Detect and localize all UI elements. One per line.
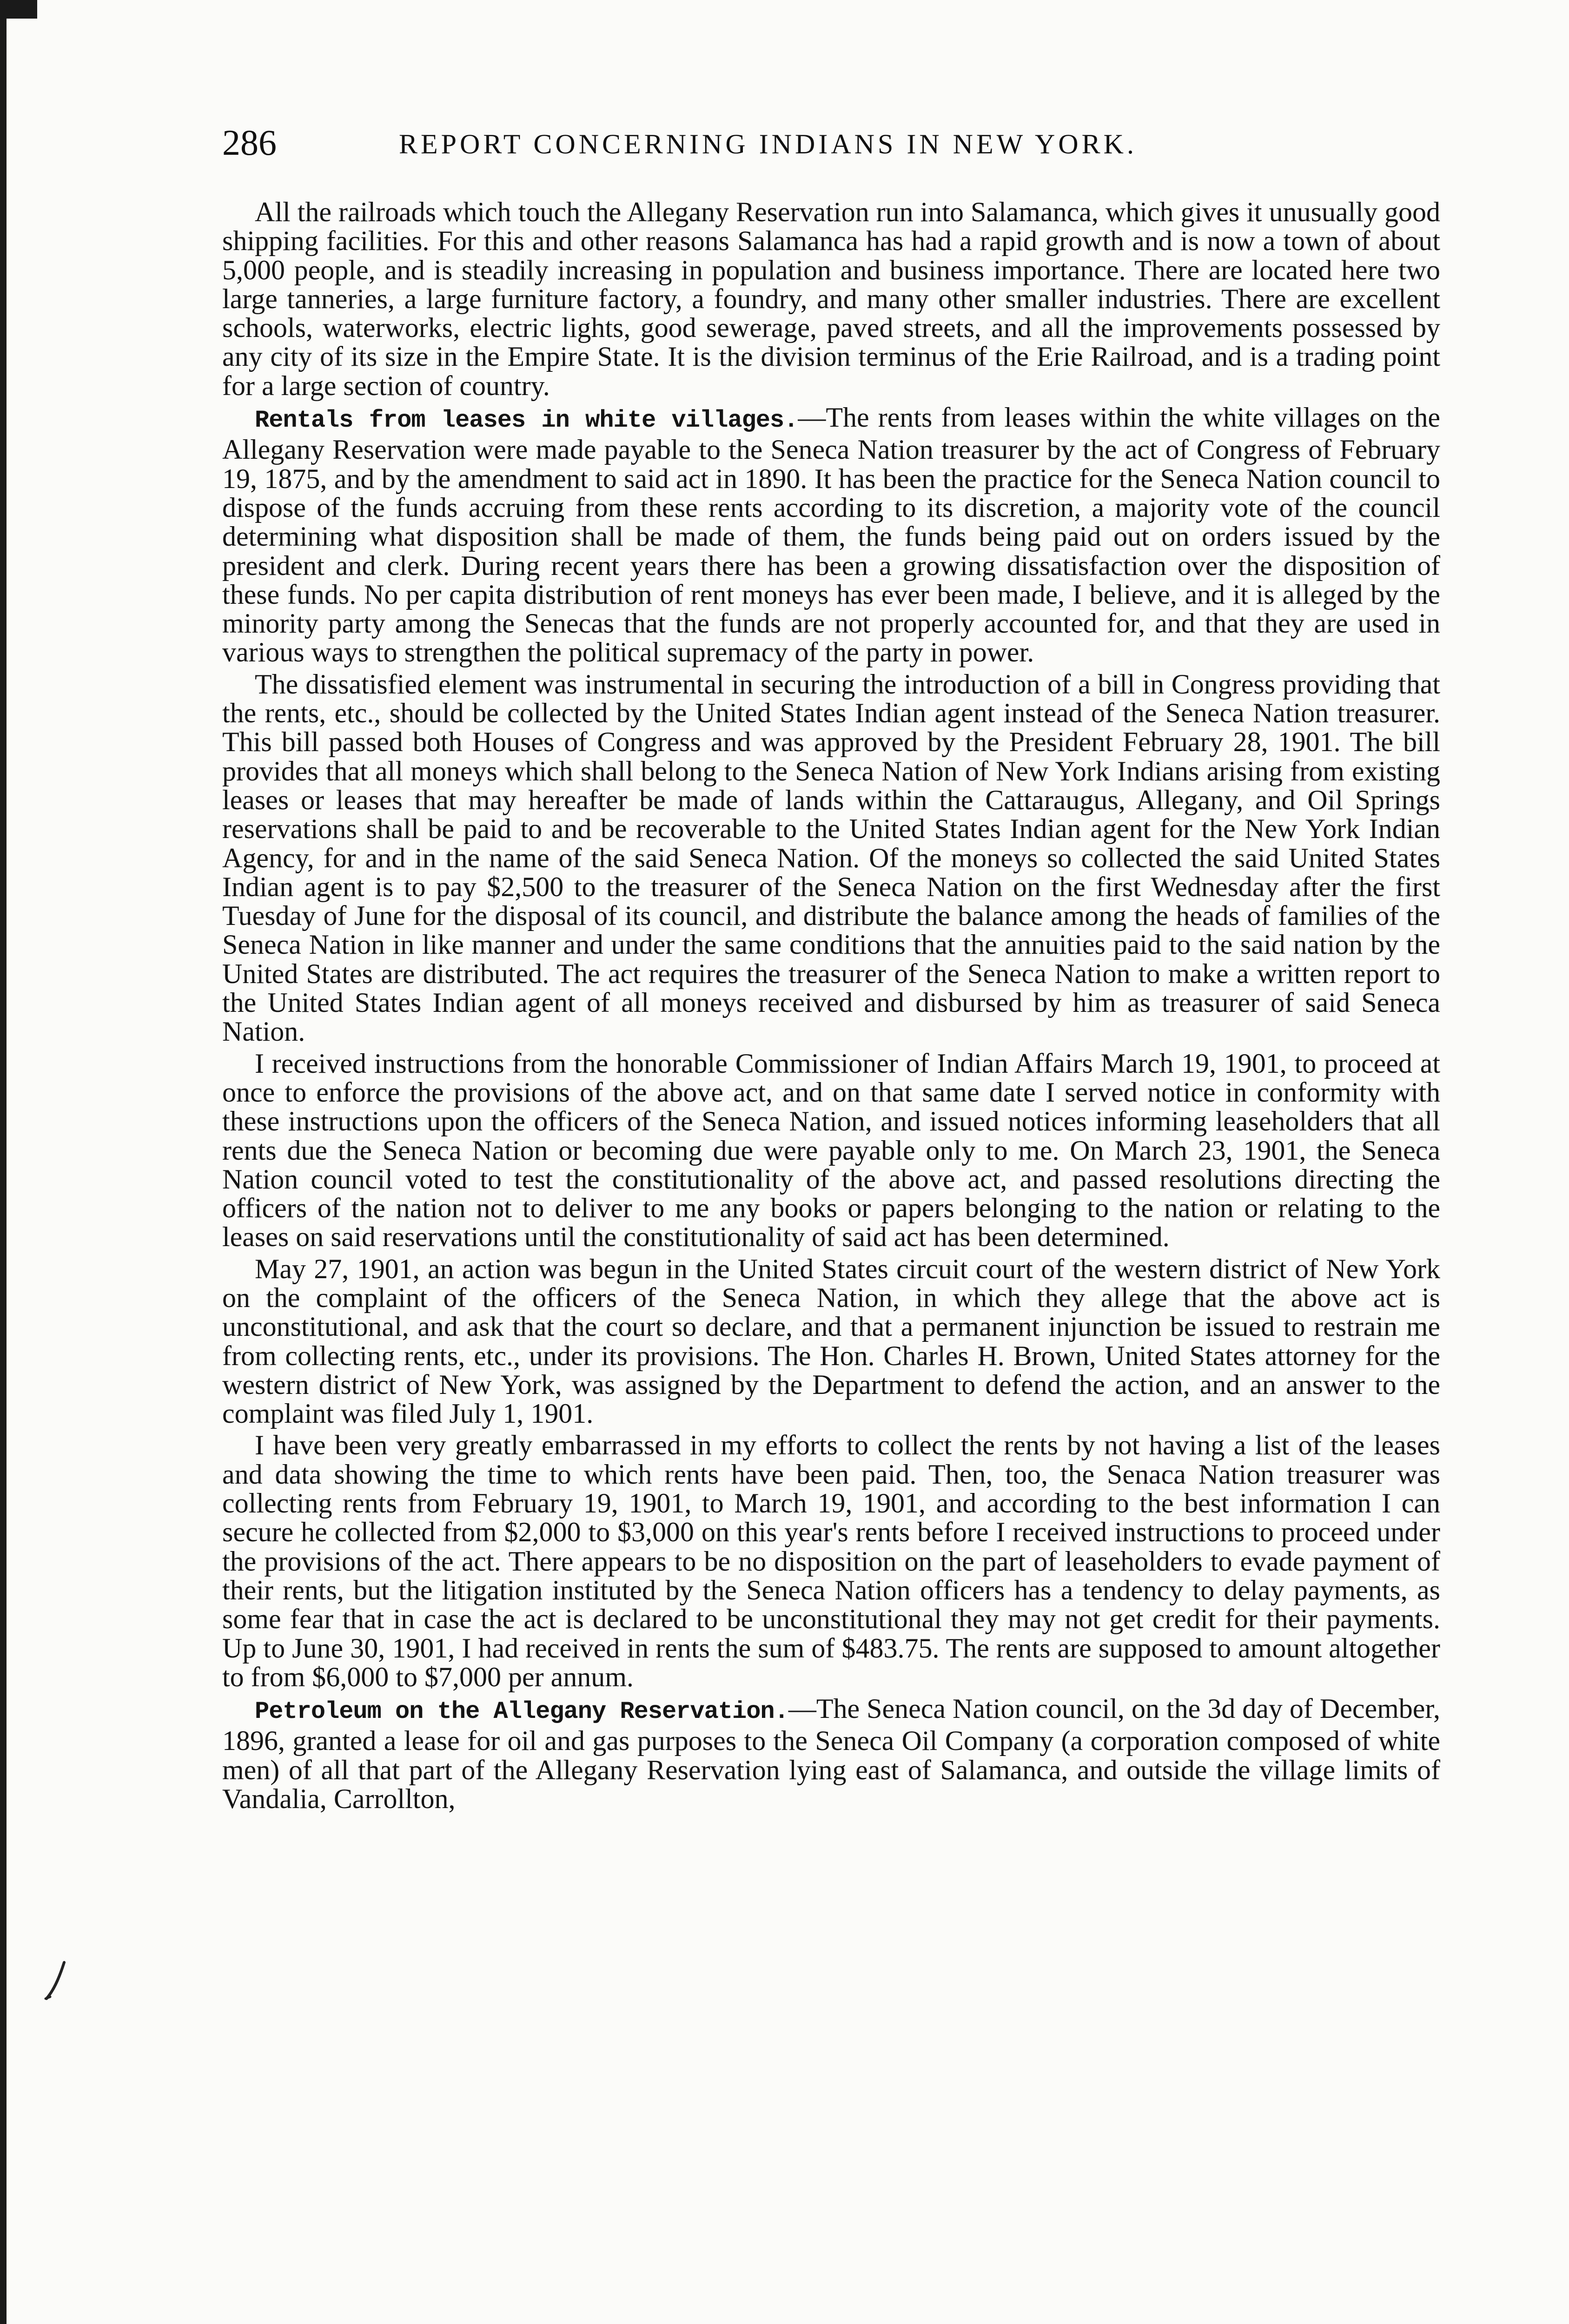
paragraph-petroleum — [222, 1694, 1440, 1813]
paragraph-text: —The Seneca Nation council, on the 3d day of December, 1896, granted a lease for oil and gas purposes to the Seneca Oil Company (a corporation composed of white men) of all that part of the Allegany Reservation lying east of Salamanca, and outside the village limits of Vandalia, Carrollton, — [222, 1693, 1440, 1815]
paragraph-court-action — [222, 1254, 1440, 1428]
page-header — [222, 122, 1450, 164]
paragraph-embarrassed — [222, 1431, 1440, 1691]
scan-edge-left — [0, 0, 7, 2324]
paragraph-text: I received instructions from the honorable Commissioner of Indian Affairs March 19, 1901, to proceed at once to enforce the provisions of the above act, and on that same date I served notice in conformity with these instructions upon the officers of the Seneca Nation, and issued notices informing leaseholders that all rents due the Seneca Nation or becoming due were payable only to me. On March 23, 1901, the Seneca Nation council voted to test the constitutionality of the above act, and passed resolutions directing the officers of the nation not to deliver to me any books or papers belonging to the nation or relating to the leases on said reservations until the constitutionality of said act has been determined. — [222, 1048, 1440, 1253]
margin-tick-mark — [41, 1956, 69, 2002]
paragraph-text: May 27, 1901, an action was begun in the United States circuit court of the western district of New York on the complaint of the officers of the Seneca Nation, in which they allege that the above act is unconstitutional, and ask that the court so declare, and that a permanent injunction be issued to restrain me from collecting rents, etc., under its provisions. The Hon. Charles H. Brown, United States attorney for the western district of New York, was assigned by the Department to defend the action, and an answer to the complaint was filed July 1, 1901. — [222, 1253, 1440, 1429]
page-number: 286 — [222, 122, 277, 163]
body-text — [222, 198, 1440, 2308]
section-heading-petroleum: Petroleum on the Allegany Reservation. — [255, 1698, 788, 1726]
section-heading-rentals: Rentals from leases in white villages. — [255, 407, 798, 435]
paragraph-instructions — [222, 1049, 1440, 1252]
running-title: REPORT CONCERNING INDIANS IN NEW YORK. — [399, 129, 1137, 159]
paragraph-text: —The rents from leases within the white villages on the Allegany Reservation were made payable to the Seneca Nation treasurer by the act of Congress of February 19, 1875, and by the amendment to said act in 1890. It has been the practice for the Seneca Nation council to dispose of the funds accruing from these rents according to its discretion, a majority vote of the council determining what disposition shall be made of them, the funds being paid out on orders issued by the president and clerk. During recent years there has been a growing dissatisfaction over the disposition of these funds. No per capita distribution of rent moneys has ever been made, I believe, and it is alleged by the minority party among the Senecas that the funds are not properly accounted for, and that they are used in various ways to strengthen the political supremacy of the party in power. — [222, 402, 1440, 668]
scan-edge-top — [0, 0, 37, 19]
paragraph-dissatisfied-element — [222, 670, 1440, 1046]
paragraph-text: All the railroads which touch the Allegany Reservation run into Salamanca, which gives it unusually good shipping facilities. For this and other reasons Salamanca has had a rapid growth and is now a town of about 5,000 people, and is steadily increasing in population and business importance. There are located here two large tanneries, a large furniture factory, a foundry, and many other smaller industries. There are excellent schools, waterworks, electric lights, good sewerage, paved streets, and all the improvements possessed by any city of its size in the Empire State. It is the division terminus of the Erie Railroad, and is a trading point for a large section of country. — [222, 198, 1440, 401]
paragraph-text: The dissatisfied element was instrumental in securing the introduction of a bill in Congress providing that the rents, etc., should be collected by the United States Indian agent instead of the Seneca Nation treasurer. This bill passed both Houses of Congress and was approved by the President February 28, 1901. The bill provides that all moneys which shall belong to the Seneca Nation of New York Indians arising from existing leases or leases that may hereafter be made of lands within the Cattaraugus, Allegany, and Oil Springs reservations shall be paid to and be recoverable to the United States Indian agent for the New York Indian Agency, for and in the name of the said Seneca Nation. Of the moneys so collected the said United States Indian agent is to pay $2,500 to the treasurer of the Seneca Nation on the first Wednesday after the first Tuesday of June for the disposal of its council, and distribute the balance among the heads of families of the Seneca Nation in like manner and under the same conditions that the annuities paid to the said nation by the United States are distributed. The act requires the treasurer of the Seneca Nation to make a written report to the United States Indian agent of all moneys received and disbursed by him as treasurer of said Seneca Nation. — [222, 668, 1440, 1047]
paragraph-text: I have been very greatly embarrassed in my efforts to collect the rents by not having a list of the leases and data showing the time to which rents have been paid. Then, too, the Senaca Nation treasurer was collecting rents from February 19, 1901, to March 19, 1901, and according to the best information I can secure he collected from $2,000 to $3,000 on this year's rents before I received instructions to proceed under the provisions of the act. There appears to be no disposition on the part of leaseholders to evade payment of their rents, but the litigation instituted by the Seneca Nation officers has a tendency to delay payments, as some fear that in case the act is declared to be unconstitutional they may not get credit for their payments. Up to June 30, 1901, I had received in rents the sum of $483.75. The rents are supposed to amount altogether to from $6,000 to $7,000 per annum. — [222, 1430, 1440, 1692]
paragraph-rentals — [222, 403, 1440, 667]
paragraph-salamanca — [222, 198, 1440, 400]
